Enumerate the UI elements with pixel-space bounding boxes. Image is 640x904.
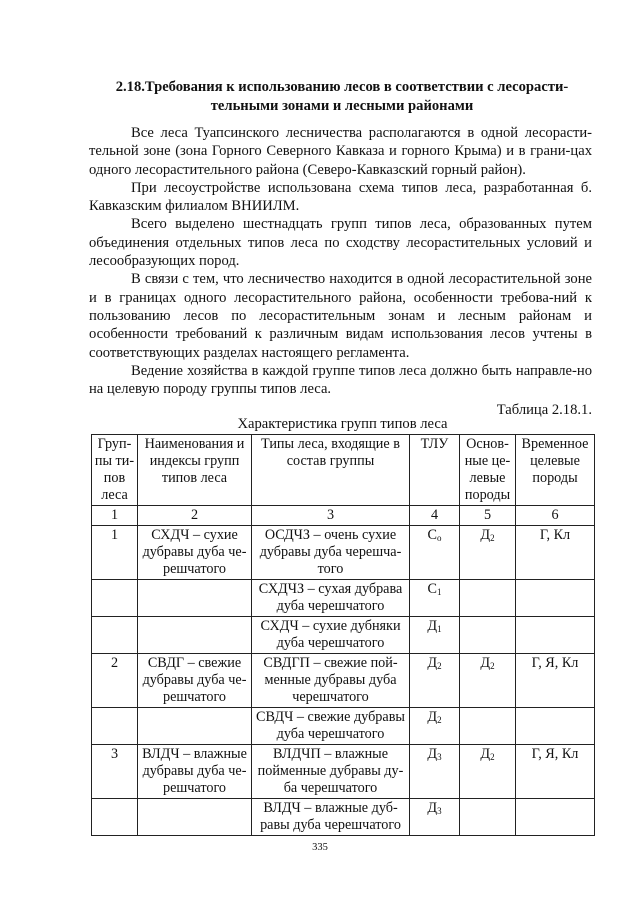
tlu-cell: $Д_1$ (410, 617, 460, 654)
group-name (138, 708, 252, 745)
column-number: 4 (410, 506, 460, 526)
forest-type: СВДГП – свежие пой-менные дубравы дуба черешчатого (252, 654, 410, 708)
group-number (92, 580, 138, 617)
main-species-cell (460, 617, 516, 654)
group-name: ВЛДЧ – влажные дубравы дуба че-решчатого (138, 745, 252, 799)
header-cell: ТЛУ (410, 435, 460, 506)
forest-type: СХДЧ – сухие дубняки дуба черешчатого (252, 617, 410, 654)
section-heading-line-1: 2.18.Требования к использованию лесов в соответствии с лесорасти- (115, 79, 569, 95)
header-cell: Наименования и индексы групп типов леса (138, 435, 252, 506)
forest-type: ОСДЧЗ – очень сухие дубравы дуба черешча-того (252, 526, 410, 580)
column-number-row (92, 506, 595, 526)
group-number (92, 799, 138, 836)
group-number (92, 708, 138, 745)
table-row (92, 580, 595, 617)
body-text (89, 124, 592, 398)
forest-type: СХДЧЗ – сухая дубрава дуба черешчатого (252, 580, 410, 617)
tlu-cell: $Д_3$ (410, 799, 460, 836)
paragraph: Ведение хозяйства в каждой группе типов леса должно быть направле-но на целевую породу группы типов леса. (89, 362, 592, 398)
header-cell: Типы леса, входящие в состав группы (252, 435, 410, 506)
main-species-cell: $Д_2$ (460, 526, 516, 580)
group-name (138, 799, 252, 836)
temporary-species (516, 799, 595, 836)
section-heading-line-2: тельными зонами и лесными районами (210, 98, 474, 114)
group-number: 3 (92, 745, 138, 799)
page-number: 335 (312, 842, 328, 853)
column-number: 1 (92, 506, 138, 526)
temporary-species (516, 708, 595, 745)
main-species-cell: $Д_2$ (460, 654, 516, 708)
column-number: 2 (138, 506, 252, 526)
paragraph: В связи с тем, что лесничество находится в одной лесорастительной зоне и в границах одного лесорастительного района, особенности требова-ний к пользованию лесов по лесорастительным зонам и лесным районам и особенности требований к различным видам использования лесов учтены в соответствующих разделах настоящего регламента. (89, 271, 592, 361)
tlu-cell: $С_1$ (410, 580, 460, 617)
group-number: 1 (92, 526, 138, 580)
forest-type: ВЛДЧП – влажные пойменные дубравы ду-ба черешчатого (252, 745, 410, 799)
tlu-cell: $Д_2$ (410, 654, 460, 708)
header-cell: Временное целевые породы (516, 435, 595, 506)
group-name: СХДЧ – сухие дубравы дуба че-решчатого (138, 526, 252, 580)
main-species-cell (460, 580, 516, 617)
group-name (138, 617, 252, 654)
table-row (92, 799, 595, 836)
temporary-species: Г, Я, Кл (516, 745, 595, 799)
main-species-cell (460, 708, 516, 745)
group-number (92, 617, 138, 654)
table-title: Характеристика групп типов леса (237, 416, 448, 432)
group-name: СВДГ – свежие дубравы дуба че-решчатого (138, 654, 252, 708)
table-row (92, 526, 595, 580)
temporary-species (516, 617, 595, 654)
tlu-cell: $Д_2$ (410, 708, 460, 745)
tlu-cell: $Д_3$ (410, 745, 460, 799)
group-name (138, 580, 252, 617)
column-number: 5 (460, 506, 516, 526)
forest-type: ВЛДЧ – влажные дуб-равы дуба черешчатого (252, 799, 410, 836)
paragraph: При лесоустройстве использована схема типов леса, разработанная б. Кавказским филиалом ВНИИЛМ. (89, 179, 592, 215)
main-species-cell (460, 799, 516, 836)
header-cell: Груп-пы ти-пов леса (92, 435, 138, 506)
temporary-species: Г, Кл (516, 526, 595, 580)
table-row (92, 745, 595, 799)
header-cell: Основ-ные це-левые породы (460, 435, 516, 506)
section-heading (96, 78, 588, 116)
table-row (92, 654, 595, 708)
main-species-cell: $Д_2$ (460, 745, 516, 799)
group-number: 2 (92, 654, 138, 708)
temporary-species (516, 580, 595, 617)
forest-types-table (91, 434, 595, 836)
table-row (92, 617, 595, 654)
column-number: 6 (516, 506, 595, 526)
table-row (92, 708, 595, 745)
forest-type: СВДЧ – свежие дубравы дуба черешчатого (252, 708, 410, 745)
column-number: 3 (252, 506, 410, 526)
tlu-cell: $С_о$ (410, 526, 460, 580)
table-caption: Таблица 2.18.1. (496, 402, 592, 418)
paragraph: Все леса Туапсинского лесничества располагаются в одной лесорасти-тельной зоне (зона Горного Северного Кавказа и горного Крыма) и в грани-цах одного лесорастительного района (Северо-Кавказский горный район). (89, 125, 592, 178)
paragraph: Всего выделено шестнадцать групп типов леса, образованных путем объединения отдельных типов леса по сходству лесорастительных условий и лесообразующих пород. (89, 216, 592, 270)
table-header-row (92, 435, 595, 506)
temporary-species: Г, Я, Кл (516, 654, 595, 708)
